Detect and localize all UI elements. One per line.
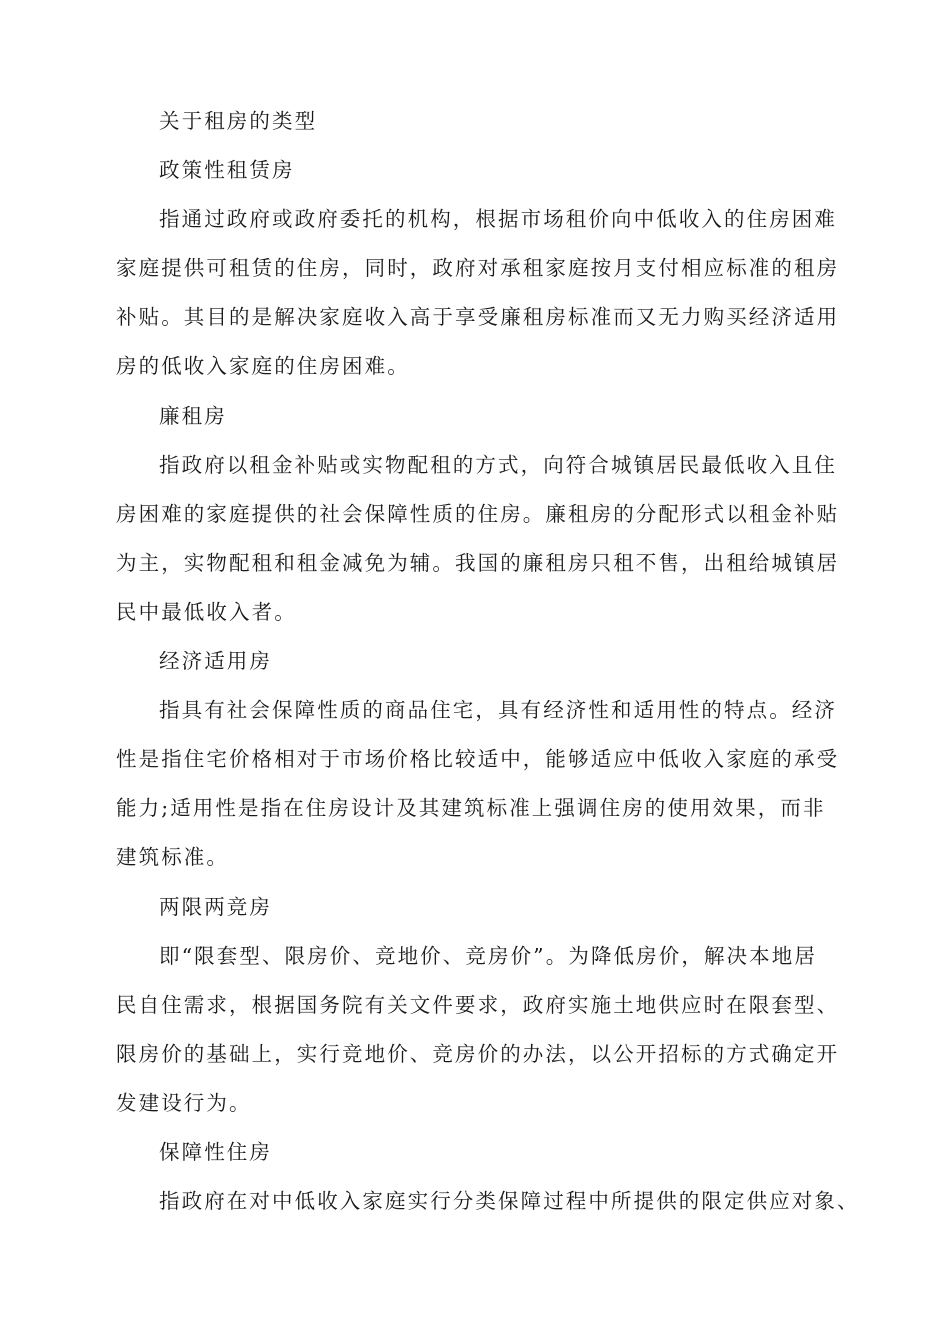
- section-heading: 两限两竞房: [159, 894, 272, 919]
- paragraph-line: 限房价的基础上，实行竞地价、竞房价的办法，以公开招标的方式确定开: [116, 1041, 840, 1066]
- section-heading: 经济适用房: [159, 649, 272, 674]
- paragraph-line: 指政府在对中低收入家庭实行分类保障过程中所提供的限定供应对象、: [159, 1189, 860, 1214]
- paragraph-line: 性是指住宅价格相对于市场价格比较适中，能够适应中低收入家庭的承受: [116, 747, 840, 772]
- paragraph-line: 指政府以租金补贴或实物配租的方式，向符合城镇居民最低收入且住: [159, 452, 837, 477]
- paragraph-line: 房的低收入家庭的住房困难。: [116, 354, 410, 379]
- paragraph-line: 即“限套型、限房价、竞地价、竞房价”。为降低房价，解决本地居: [159, 943, 817, 968]
- paragraph-line: 补贴。其目的是解决家庭收入高于享受廉租房标准而又无力购买经济适用: [116, 305, 840, 330]
- paragraph-line: 民中最低收入者。: [116, 599, 297, 624]
- paragraph-line: 建筑标准。: [116, 845, 229, 870]
- paragraph-line: 发建设行为。: [116, 1090, 252, 1115]
- paragraph-line: 房困难的家庭提供的社会保障性质的住房。廉租房的分配形式以租金补贴: [116, 501, 840, 526]
- paragraph-line: 家庭提供可租赁的住房，同时，政府对承租家庭按月支付相应标准的租房: [116, 256, 840, 281]
- paragraph-line: 指通过政府或政府委托的机构，根据市场租价向中低收入的住房困难: [159, 207, 837, 232]
- document-body: [116, 97, 860, 1226]
- paragraph-line: 民自住需求，根据国务院有关文件要求，政府实施土地供应时在限套型、: [116, 992, 840, 1017]
- paragraph-line: 指具有社会保障性质的商品住宅，具有经济性和适用性的特点。经济: [159, 698, 837, 723]
- paragraph-line: 为主，实物配租和租金减免为辅。我国的廉租房只租不售，出租给城镇居: [116, 550, 840, 575]
- section-heading: 保障性住房: [159, 1139, 272, 1164]
- section-heading: 政策性租赁房: [159, 158, 295, 183]
- document-title: 关于租房的类型: [159, 109, 318, 133]
- section-heading: 廉租房: [159, 403, 227, 428]
- paragraph-line: 能力;适用性是指在住房设计及其建筑标准上强调住房的使用效果，而非: [116, 796, 826, 821]
